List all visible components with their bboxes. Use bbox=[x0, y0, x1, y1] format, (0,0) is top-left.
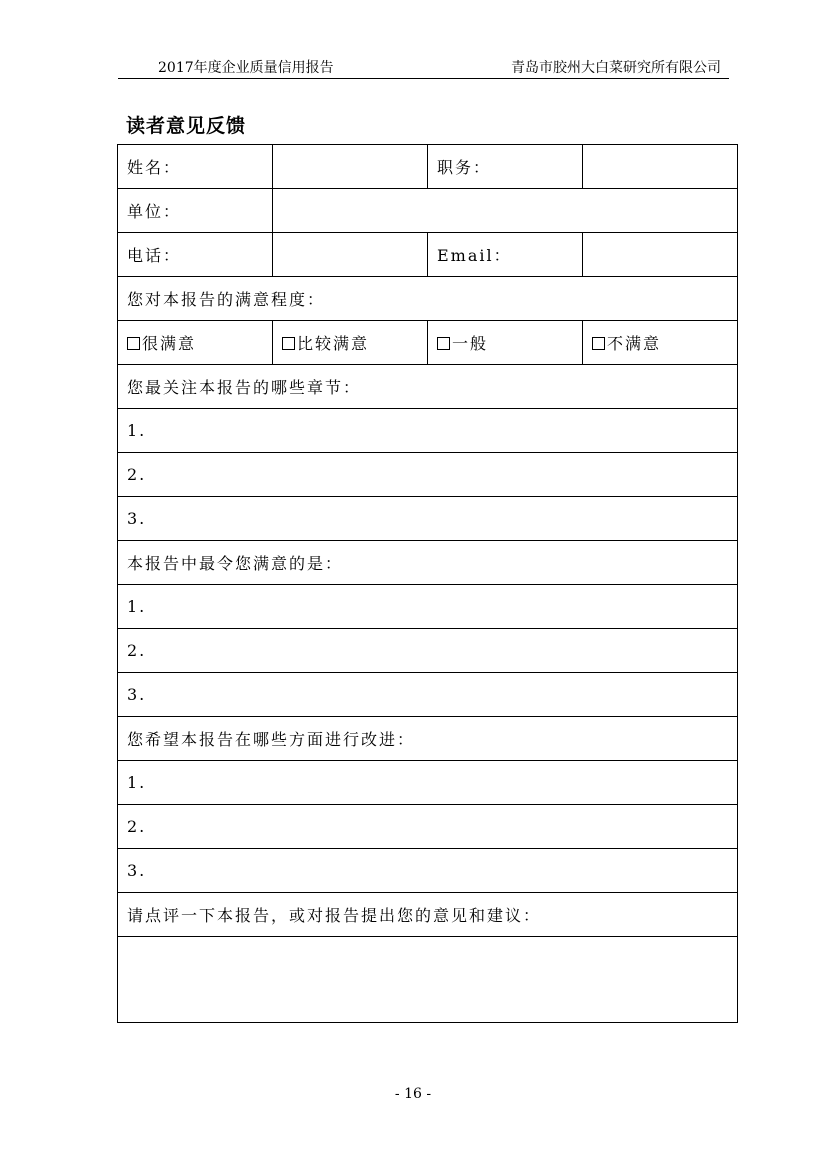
phone-field[interactable] bbox=[273, 233, 428, 277]
email-label: Email： bbox=[428, 233, 583, 277]
position-field[interactable] bbox=[583, 145, 738, 189]
answer-line[interactable]: 1. bbox=[118, 409, 738, 453]
answer-line[interactable]: 3. bbox=[118, 497, 738, 541]
option-unsatisfied[interactable]: 不满意 bbox=[583, 321, 738, 365]
option-very-satisfied[interactable]: 很满意 bbox=[118, 321, 273, 365]
question-most-satisfied: 本报告中最令您满意的是： bbox=[118, 541, 738, 585]
answer-line[interactable]: 3. bbox=[118, 849, 738, 893]
unit-label: 单位： bbox=[118, 189, 273, 233]
page-title: 读者意见反馈 bbox=[126, 115, 247, 137]
feedback-form-table bbox=[117, 144, 738, 1023]
option-average[interactable]: 一般 bbox=[428, 321, 583, 365]
answer-line[interactable]: 2. bbox=[118, 629, 738, 673]
name-row bbox=[118, 145, 738, 189]
phone-label: 电话： bbox=[118, 233, 273, 277]
email-field[interactable] bbox=[583, 233, 738, 277]
answer-line[interactable]: 1. bbox=[118, 585, 738, 629]
question-chapters: 您最关注本报告的哪些章节： bbox=[118, 365, 738, 409]
answer-line[interactable]: 1. bbox=[118, 761, 738, 805]
checkbox-icon[interactable] bbox=[437, 337, 450, 350]
phone-row bbox=[118, 233, 738, 277]
answer-line[interactable]: 2. bbox=[118, 805, 738, 849]
unit-row bbox=[118, 189, 738, 233]
name-field[interactable] bbox=[273, 145, 428, 189]
page-number: - 16 - bbox=[394, 1086, 432, 1102]
unit-field[interactable] bbox=[273, 189, 738, 233]
question-improvements: 您希望本报告在哪些方面进行改进： bbox=[118, 717, 738, 761]
satisfaction-question: 您对本报告的满意程度： bbox=[118, 277, 738, 321]
question-comments: 请点评一下本报告，或对报告提出您的意见和建议： bbox=[118, 893, 738, 937]
checkbox-icon[interactable] bbox=[282, 337, 295, 350]
header-company-name: 青岛市胶州大白菜研究所有限公司 bbox=[511, 60, 721, 76]
page-header bbox=[118, 58, 729, 79]
answer-line[interactable]: 3. bbox=[118, 673, 738, 717]
checkbox-icon[interactable] bbox=[592, 337, 605, 350]
comments-field[interactable] bbox=[118, 937, 738, 1023]
position-label: 职务： bbox=[428, 145, 583, 189]
checkbox-icon[interactable] bbox=[127, 337, 140, 350]
satisfaction-options-row bbox=[118, 321, 738, 365]
option-fairly-satisfied[interactable]: 比较满意 bbox=[273, 321, 428, 365]
name-label: 姓名： bbox=[118, 145, 273, 189]
answer-line[interactable]: 2. bbox=[118, 453, 738, 497]
header-report-title: 2017年度企业质量信用报告 bbox=[158, 60, 334, 76]
